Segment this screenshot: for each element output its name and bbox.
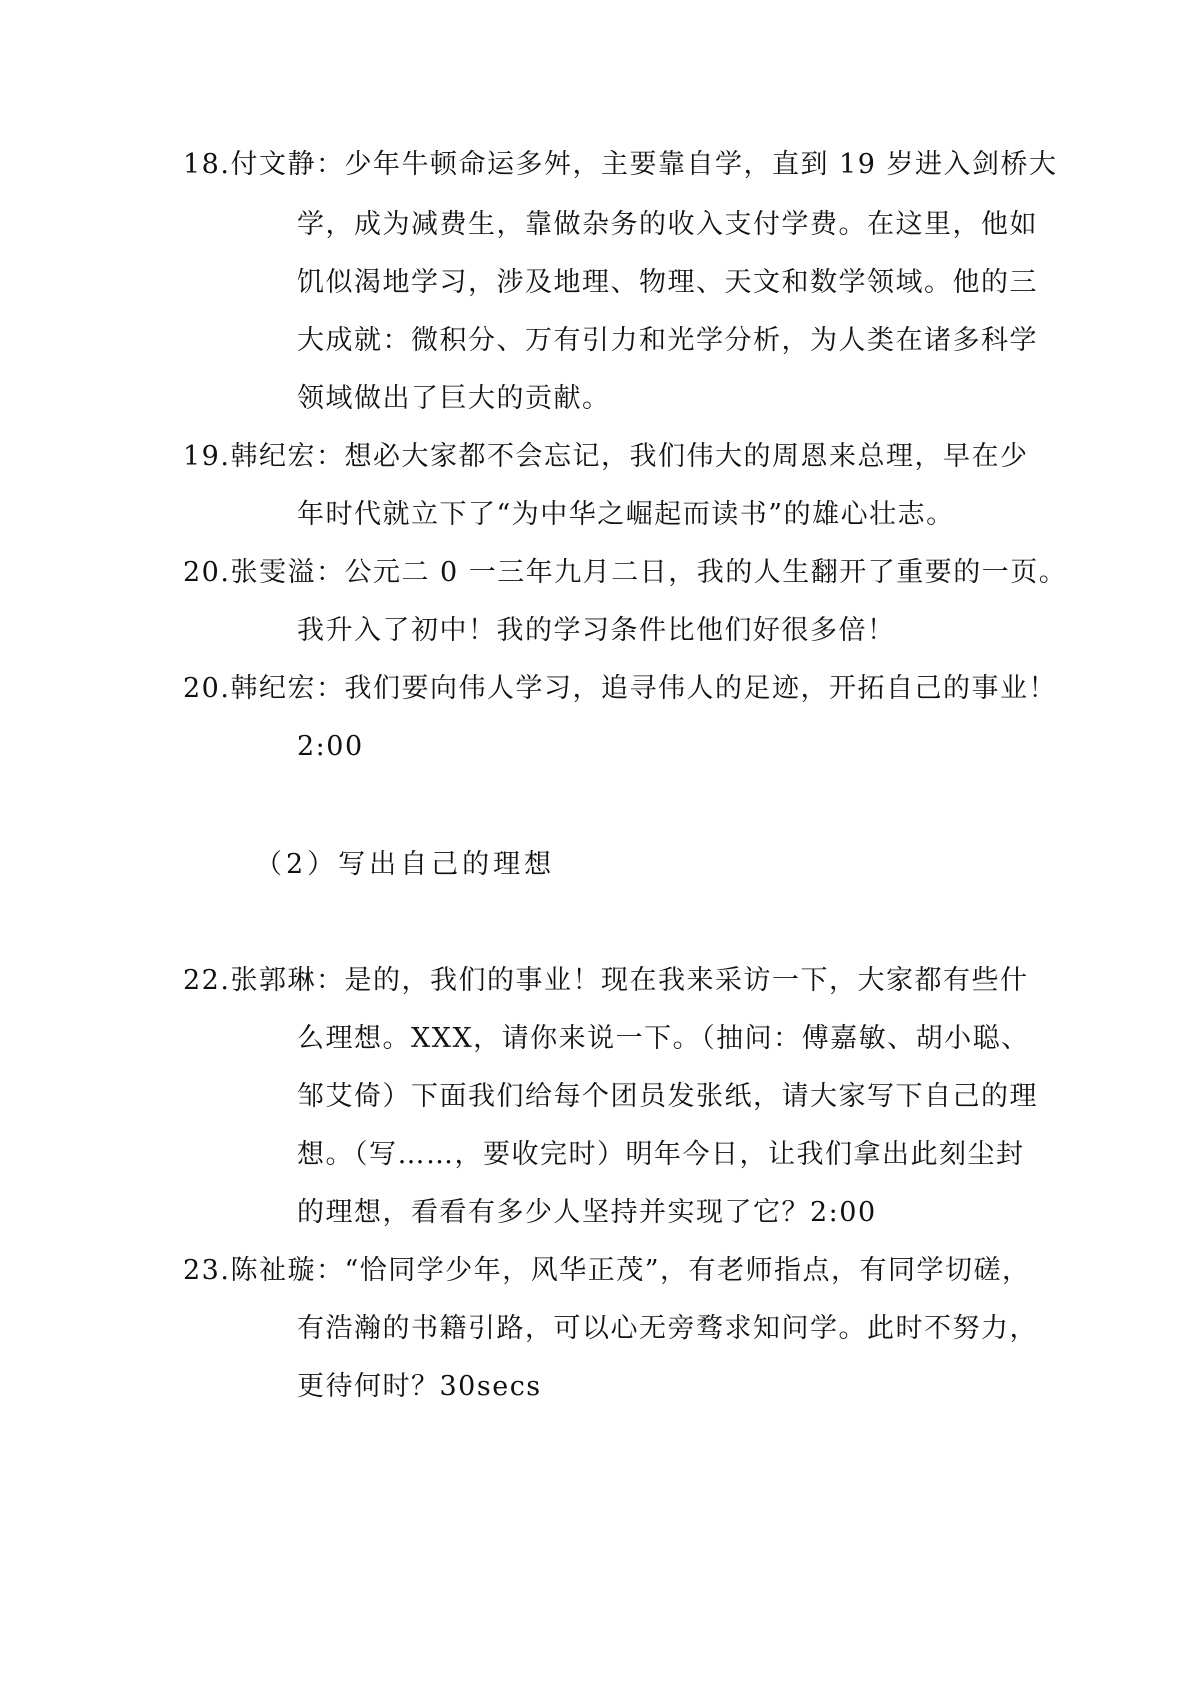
entry-19-line-2: 年时代就立下了“为中华之崛起而读书”的雄心壮志。 [297, 499, 955, 530]
entry-22-line-5: 的理想，看看有多少人坚持并实现了它？2:00 [297, 1197, 877, 1228]
entry-20a-line-2: 我升入了初中！我的学习条件比他们好很多倍！ [297, 615, 896, 646]
entry-18-line-5: 领域做出了巨大的贡献。 [297, 383, 611, 414]
entry-22-line-1: 22.张郭琳：是的，我们的事业！现在我来采访一下，大家都有些什 [183, 965, 1029, 996]
entry-20a-line-1: 20.张雯溢：公元二 0 一三年九月二日，我的人生翻开了重要的一页。 [183, 557, 1068, 588]
entry-19-line-1: 19.韩纪宏：想必大家都不会忘记，我们伟大的周恩来总理，早在少 [183, 441, 1029, 472]
section-heading: （2）写出自己的理想 [255, 849, 556, 880]
entry-22-line-2: 么理想。XXX，请你来说一下。（抽问：傅嘉敏、胡小聪、 [297, 1023, 1030, 1054]
entry-18-line-1: 18.付文静：少年牛顿命运多舛，主要靠自学，直到 19 岁进入剑桥大 [183, 149, 1058, 180]
entry-18-line-4: 大成就：微积分、万有引力和光学分析，为人类在诸多科学 [297, 325, 1038, 356]
entry-22-line-3: 邹艾倚）下面我们给每个团员发张纸，请大家写下自己的理 [297, 1081, 1038, 1112]
entry-20b-line-2: 2:00 [297, 731, 364, 762]
entry-18-line-2: 学，成为减费生，靠做杂务的收入支付学费。在这里，他如 [297, 209, 1038, 240]
entry-23-line-1: 23.陈祉璇：“恰同学少年，风华正茂”，有老师指点，有同学切磋， [183, 1255, 1031, 1286]
entry-23-line-2: 有浩瀚的书籍引路，可以心无旁骛求知问学。此时不努力， [297, 1313, 1038, 1344]
entry-22-line-4: 想。（写……，要收完时）明年今日，让我们拿出此刻尘封 [297, 1139, 1025, 1170]
entry-23-line-3: 更待何时？30secs [297, 1371, 542, 1402]
entry-20b-line-1: 20.韩纪宏：我们要向伟人学习，追寻伟人的足迹，开拓自己的事业！ [183, 673, 1057, 704]
entry-18-line-3: 饥似渴地学习，涉及地理、物理、天文和数学领域。他的三 [297, 267, 1038, 298]
